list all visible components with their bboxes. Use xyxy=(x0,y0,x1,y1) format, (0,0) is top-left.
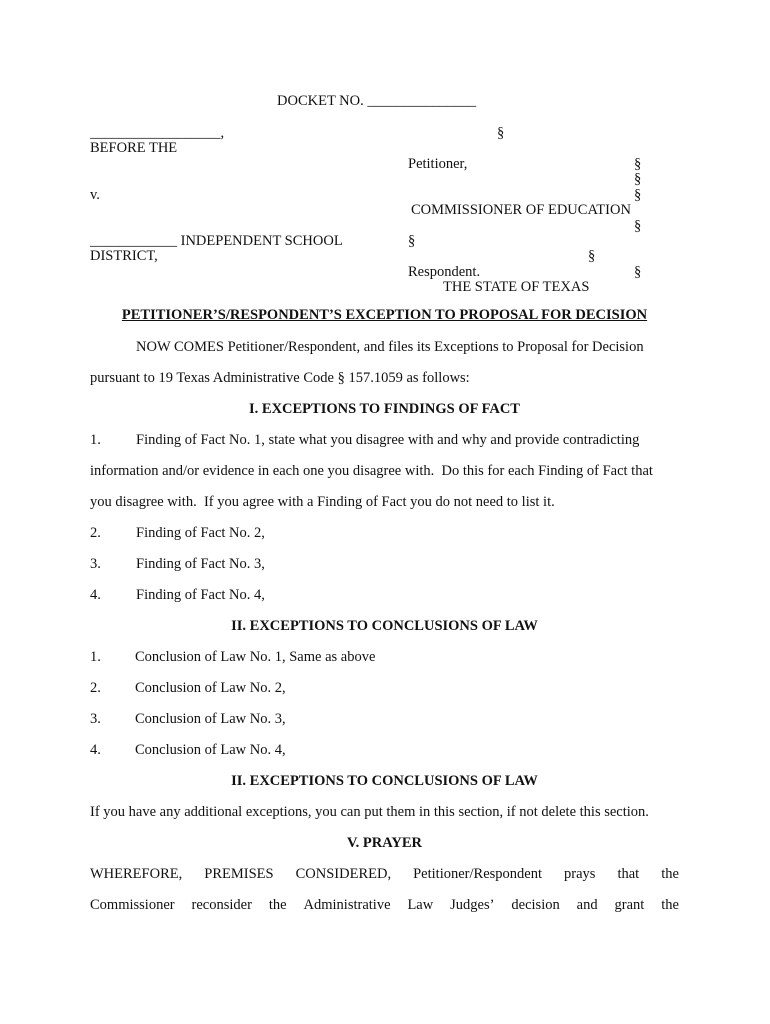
section-heading-additional: II. EXCEPTIONS TO CONCLUSIONS OF LAW xyxy=(231,773,538,789)
prayer-word: Judges’ xyxy=(450,897,495,913)
intro-paragraph-line xyxy=(136,339,679,356)
finding-1-line-1: Finding of Fact No. 1, state what you disagree with and why and provide contradicting xyxy=(136,432,640,448)
district-label: DISTRICT, xyxy=(90,248,158,264)
prayer-word: reconsider xyxy=(191,897,252,913)
section-symbol: § xyxy=(634,218,642,234)
list-number: 4. xyxy=(90,742,101,758)
prayer-line-2 xyxy=(90,897,679,914)
list-text: Conclusion of Law No. 1, Same as above xyxy=(135,649,376,665)
prayer-line-1 xyxy=(90,866,679,883)
section-symbol: § xyxy=(634,187,642,203)
list-number: 1. xyxy=(90,432,101,448)
before-the-label: BEFORE THE xyxy=(90,140,178,156)
list-text: Finding of Fact No. 2, xyxy=(136,525,265,541)
section-symbol: § xyxy=(408,233,416,249)
intro-line-1: NOW COMES Petitioner/Respondent, and files its Exceptions to Proposal for Decision xyxy=(136,339,644,355)
state-label: THE STATE OF TEXAS xyxy=(443,279,590,295)
prayer-word: and xyxy=(576,897,598,913)
list-text: Conclusion of Law No. 4, xyxy=(135,742,286,758)
prayer-word: WHEREFORE, xyxy=(90,866,183,882)
list-text: Conclusion of Law No. 3, xyxy=(135,711,286,727)
prayer-word: Petitioner/Respondent xyxy=(413,866,542,882)
prayer-word: CONSIDERED, xyxy=(295,866,392,882)
list-number: 2. xyxy=(90,680,101,696)
commissioner-label: COMMISSIONER OF EDUCATION xyxy=(411,202,631,218)
finding-1-line-2: information and/or evidence in each one you disagree with. Do this for each Finding of Fact that xyxy=(90,463,653,479)
section-heading-prayer: V. PRAYER xyxy=(347,835,422,851)
petitioner-label: Petitioner, xyxy=(408,156,468,172)
list-text: Conclusion of Law No. 2, xyxy=(135,680,286,696)
list-number: 3. xyxy=(90,556,101,572)
versus-label: v. xyxy=(90,187,100,203)
prayer-word: decision xyxy=(511,897,560,913)
section-symbol: § xyxy=(634,264,642,280)
list-number: 1. xyxy=(90,649,101,665)
prayer-word: the xyxy=(661,866,679,882)
prayer-word: Administrative xyxy=(303,897,391,913)
list-number: 2. xyxy=(90,525,101,541)
prayer-word: the xyxy=(268,897,287,913)
prayer-word: the xyxy=(661,897,679,913)
prayer-word: Law xyxy=(407,897,434,913)
section-symbol: § xyxy=(497,125,505,141)
district-name-line: ____________ INDEPENDENT SCHOOL xyxy=(90,233,343,249)
section-heading-conclusions: II. EXCEPTIONS TO CONCLUSIONS OF LAW xyxy=(231,618,538,634)
list-text: Finding of Fact No. 4, xyxy=(136,587,265,603)
section-symbol: § xyxy=(588,248,596,264)
additional-exceptions-text: If you have any additional exceptions, you can put them in this section, if not delete this section. xyxy=(90,804,649,820)
list-text: Finding of Fact No. 3, xyxy=(136,556,265,572)
prayer-word: grant xyxy=(614,897,645,913)
prayer-word: Commissioner xyxy=(90,897,175,913)
prayer-word: PREMISES xyxy=(204,866,274,882)
document-title: PETITIONER’S/RESPONDENT’S EXCEPTION TO PROPOSAL FOR DECISION xyxy=(121,307,648,323)
prayer-word: that xyxy=(617,866,640,882)
intro-line-2: pursuant to 19 Texas Administrative Code § 157.1059 as follows: xyxy=(90,370,470,386)
section-symbol: § xyxy=(634,156,642,172)
list-number: 4. xyxy=(90,587,101,603)
party-name-blank: __________________, xyxy=(90,125,225,141)
finding-1-line-3: you disagree with. If you agree with a Finding of Fact you do not need to list it. xyxy=(90,494,555,510)
respondent-label: Respondent. xyxy=(408,264,481,280)
list-number: 3. xyxy=(90,711,101,727)
docket-number: DOCKET NO. _______________ xyxy=(277,93,477,109)
section-heading-findings: I. EXCEPTIONS TO FINDINGS OF FACT xyxy=(249,401,520,417)
section-symbol: § xyxy=(634,171,642,187)
prayer-word: prays xyxy=(564,866,596,882)
